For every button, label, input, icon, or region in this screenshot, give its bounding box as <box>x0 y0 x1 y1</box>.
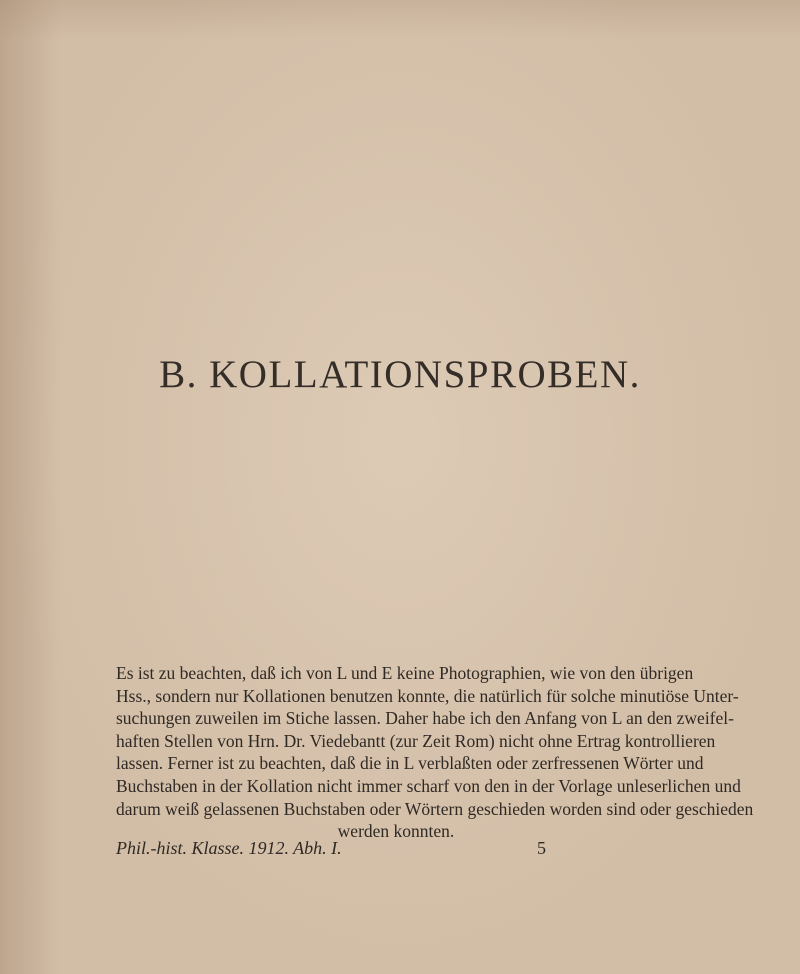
footer-citation: Phil.-hist. Klasse. 1912. Abh. I. <box>116 838 342 858</box>
paragraph-line: lassen. Ferner ist zu beachten, daß die in L verblaßten oder zerfressenen Wörter und <box>116 753 704 774</box>
paragraph-line: Buchstaben in der Kollation nicht immer scharf von den in der Vorlage unleserlichen und <box>116 775 741 796</box>
paragraph-line: suchungen zuweilen im Stiche lassen. Daher habe ich den Anfang von L an den zweifel- <box>116 708 734 729</box>
body-paragraph <box>116 662 754 843</box>
paragraph-line: werden konnten. <box>337 821 455 842</box>
signature-mark: 5 <box>537 838 546 858</box>
paragraph-line: darum weiß gelassenen Buchstaben oder Wörtern geschieden worden sind oder geschieden <box>116 798 754 819</box>
paragraph-line: Es ist zu beachten, daß ich von L und E keine Photographien, wie von den übrigen <box>116 663 694 683</box>
paragraph-line: haften Stellen von Hrn. Dr. Viedebantt (zur Zeit Rom) nicht ohne Ertrag kontrollieren <box>116 730 716 751</box>
paragraph-line: Hss., sondern nur Kollationen benutzen konnte, die natürlich für solche minutiöse Unter- <box>116 685 739 706</box>
section-heading: B. KOLLATIONSPROBEN. <box>159 353 641 396</box>
